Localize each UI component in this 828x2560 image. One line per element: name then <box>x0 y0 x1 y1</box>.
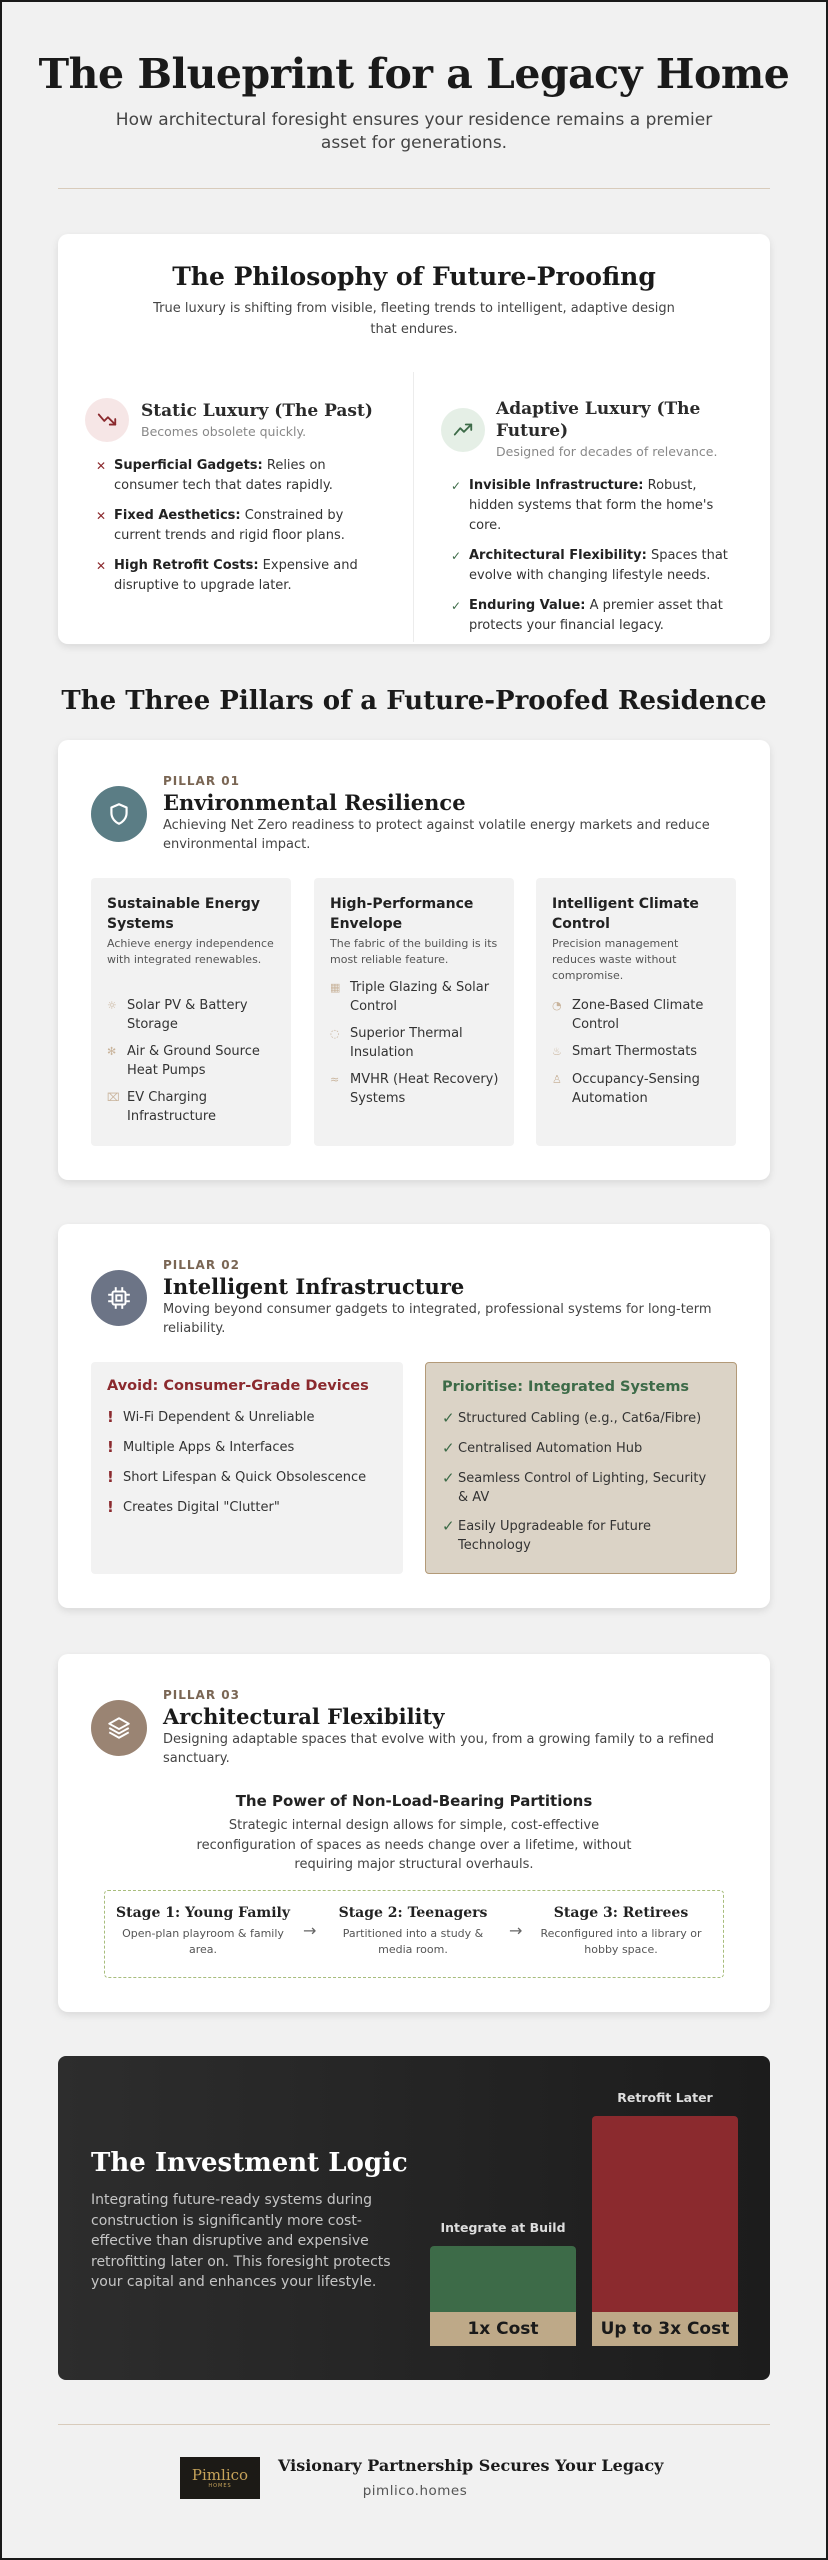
pillar-title: Intelligent Infrastructure <box>163 1274 465 1299</box>
header-divider <box>58 188 770 189</box>
pillar-number: PILLAR 03 <box>163 1688 240 1702</box>
list-item: ✓ Invisible Infrastructure: Robust, hidden systems that form the home's core. <box>451 478 714 533</box>
avoid-title: Avoid: Consumer-Grade Devices <box>107 1378 369 1394</box>
pillar-number: PILLAR 01 <box>163 774 240 788</box>
list-item: ! Short Lifespan & Quick Obsolescence <box>107 1468 367 1486</box>
pillars-section-title: The Three Pillars of a Future-Proofed Residence <box>61 686 767 716</box>
pimlico-logo: Pimlico HOMES <box>180 2457 260 2499</box>
pillar-number: PILLAR 02 <box>163 1258 240 1272</box>
avoid-box <box>91 1362 403 1574</box>
column-divider <box>413 372 414 642</box>
stage-teenagers <box>325 1905 501 1958</box>
bar-retrofit-later <box>592 2116 738 2312</box>
philosophy-card <box>58 234 770 644</box>
footer-url[interactable]: pimlico.homes <box>362 2483 468 2499</box>
subcard-title: Sustainable Energy Systems <box>107 896 261 932</box>
pillar3-card <box>58 1654 770 2012</box>
bar-category-label: Retrofit Later <box>617 2090 713 2105</box>
trending-up-icon <box>441 408 485 452</box>
list-item: ◔ Zone-Based Climate Control <box>552 998 704 1032</box>
gauge-icon: ◔ <box>552 999 562 1012</box>
pillar1-card <box>58 740 770 1180</box>
bar-value-label: Up to 3x Cost <box>592 2312 738 2346</box>
window-icon: ▦ <box>330 981 341 994</box>
pillar-description: Achieving Net Zero readiness to protect against volatile energy markets and reduce environmental impact. <box>163 818 710 852</box>
adaptive-luxury-subtitle: Designed for decades of relevance. <box>496 444 718 459</box>
list-item: ✕ Superficial Gadgets: Relies on consumer tech that dates rapidly. <box>96 458 333 493</box>
page-title: The Blueprint for a Legacy Home <box>38 50 790 98</box>
list-item: ✓ Structured Cabling (e.g., Cat6a/Fibre) <box>442 1409 702 1427</box>
trending-down-icon <box>85 398 129 442</box>
check-icon: ✓ <box>442 1409 455 1427</box>
check-icon: ✓ <box>442 1517 455 1535</box>
philosophy-subtitle: True luxury is shifting from visible, fleeting trends to intelligent, adaptive design that endures. <box>153 301 675 337</box>
list-item: ✓ Architectural Flexibility: Spaces that evolve with changing lifestyle needs. <box>451 548 728 583</box>
partitions-description: Strategic internal design allows for simple, cost-effective reconfiguration of spaces as needs change over a lifetime, without requiring major structural overhauls. <box>196 1818 632 1872</box>
list-item: ✕ Fixed Aesthetics: Constrained by current trends and rigid floor plans. <box>96 508 345 543</box>
static-luxury-list <box>96 456 388 606</box>
subcard-description: Precision management reduces waste without compromise. <box>552 937 679 982</box>
shield-icon <box>91 786 147 842</box>
list-item: ▦ Triple Glazing & Solar Control <box>330 980 490 1014</box>
pillar-title: Architectural Flexibility <box>163 1704 445 1729</box>
list-item: ◌ Superior Thermal Insulation <box>330 1026 463 1060</box>
list-item: ✕ High Retrofit Costs: Expensive and disruptive to upgrade later. <box>96 558 358 593</box>
investment-title: The Investment Logic <box>91 2148 408 2178</box>
arrow-right-icon: → <box>509 1921 523 1940</box>
subcard-sustainable-energy <box>91 878 291 1146</box>
adaptive-luxury-title: Adaptive Luxury (The Future) <box>496 399 701 441</box>
prioritise-title: Prioritise: Integrated Systems <box>442 1379 690 1395</box>
subcard-description: The fabric of the building is its most reliable feature. <box>330 937 498 966</box>
list-item: ! Creates Digital "Clutter" <box>107 1498 280 1516</box>
list-item: ⌧ EV Charging Infrastructure <box>107 1090 216 1124</box>
wind-icon: ≈ <box>330 1073 340 1086</box>
list-item: ✓ Easily Upgradeable for Future Technology <box>442 1517 651 1553</box>
list-item: ✓ Seamless Control of Lighting, Security & AV <box>442 1469 707 1505</box>
subcard-performance-envelope <box>314 878 514 1146</box>
snowflake-icon: ✻ <box>107 1045 117 1058</box>
static-luxury-subtitle: Becomes obsolete quickly. <box>141 424 307 439</box>
cross-icon: ✕ <box>96 559 107 573</box>
arrow-right-icon: → <box>303 1921 317 1940</box>
subcard-description: Achieve energy independence with integrated renewables. <box>107 937 274 966</box>
bar-value-label: 1x Cost <box>430 2312 576 2346</box>
list-item: ! Multiple Apps & Interfaces <box>107 1438 295 1456</box>
static-luxury-title: Static Luxury (The Past) <box>141 401 373 421</box>
footer-title: Visionary Partnership Secures Your Legacy <box>278 2456 664 2475</box>
stage-description: Reconfigured into a library or hobby space. <box>540 1927 702 1956</box>
bar-category-label: Integrate at Build <box>440 2220 566 2235</box>
list-item: ! Wi-Fi Dependent & Unreliable <box>107 1408 315 1426</box>
page-subtitle: How architectural foresight ensures your residence remains a premier asset for generations. <box>115 110 713 153</box>
exclamation-icon: ! <box>107 1438 114 1456</box>
pillar-title: Environmental Resilience <box>163 790 466 815</box>
cross-icon: ✕ <box>96 509 107 523</box>
exclamation-icon: ! <box>107 1408 114 1426</box>
pillar2-card <box>58 1224 770 1608</box>
person-sensor-icon: ♙ <box>552 1073 562 1086</box>
check-icon: ✓ <box>451 549 462 563</box>
subcard-title: High-Performance Envelope <box>330 896 474 932</box>
stages-timeline <box>104 1890 724 1978</box>
philosophy-title: The Philosophy of Future-Proofing <box>172 262 656 291</box>
list-item: ✓ Enduring Value: A premier asset that protects your financial legacy. <box>451 598 723 633</box>
list-item: ♙ Occupancy-Sensing Automation <box>552 1072 700 1106</box>
subcard-climate-control <box>536 878 736 1146</box>
exclamation-icon: ! <box>107 1468 114 1486</box>
exclamation-icon: ! <box>107 1498 114 1516</box>
pillar-description: Moving beyond consumer gadgets to integrated, professional systems for long-term reliability. <box>163 1302 712 1336</box>
stage-description: Partitioned into a study & media room. <box>342 1927 484 1956</box>
prioritise-box <box>425 1362 737 1574</box>
chip-icon <box>91 1270 147 1326</box>
check-icon: ✓ <box>442 1469 455 1487</box>
stage-title: Stage 2: Teenagers <box>338 1905 488 1921</box>
stage-title: Stage 3: Retirees <box>553 1905 689 1921</box>
list-item: ✓ Centralised Automation Hub <box>442 1439 643 1457</box>
list-item: ≈ MVHR (Heat Recovery) Systems <box>330 1072 499 1106</box>
check-icon: ✓ <box>451 479 462 493</box>
bar-integrate-at-build <box>430 2246 576 2312</box>
list-item: ♨ Smart Thermostats <box>552 1044 698 1059</box>
list-item: ✻ Air & Ground Source Heat Pumps <box>107 1044 260 1078</box>
investment-section <box>58 2056 770 2380</box>
thermostat-icon: ♨ <box>552 1045 562 1058</box>
stage-description: Open-plan playroom & family area. <box>122 1927 284 1956</box>
adaptive-luxury-list <box>451 476 741 646</box>
layers-icon <box>91 1700 147 1756</box>
check-icon: ✓ <box>451 599 462 613</box>
ev-charger-icon: ⌧ <box>107 1091 120 1104</box>
check-icon: ✓ <box>442 1439 455 1457</box>
insulation-icon: ◌ <box>330 1027 340 1040</box>
stage-retirees <box>533 1905 709 1958</box>
subcard-title: Intelligent Climate Control <box>552 896 699 932</box>
cross-icon: ✕ <box>96 459 107 473</box>
partitions-title: The Power of Non-Load-Bearing Partitions <box>235 1792 593 1810</box>
pillar-description: Designing adaptable spaces that evolve with you, from a growing family to a refined sanctuary. <box>163 1732 715 1766</box>
footer-divider <box>58 2424 770 2425</box>
investment-description: Integrating future-ready systems during construction is significantly more cost-effective than disruptive and expensive retrofitting later on. This foresight protects your capital and enhances your lifestyle. <box>91 2192 391 2290</box>
stage-title: Stage 1: Young Family <box>116 1905 290 1921</box>
stage-young-family <box>115 1905 291 1958</box>
list-item: ☼ Solar PV & Battery Storage <box>107 998 248 1032</box>
sun-icon: ☼ <box>107 999 117 1012</box>
